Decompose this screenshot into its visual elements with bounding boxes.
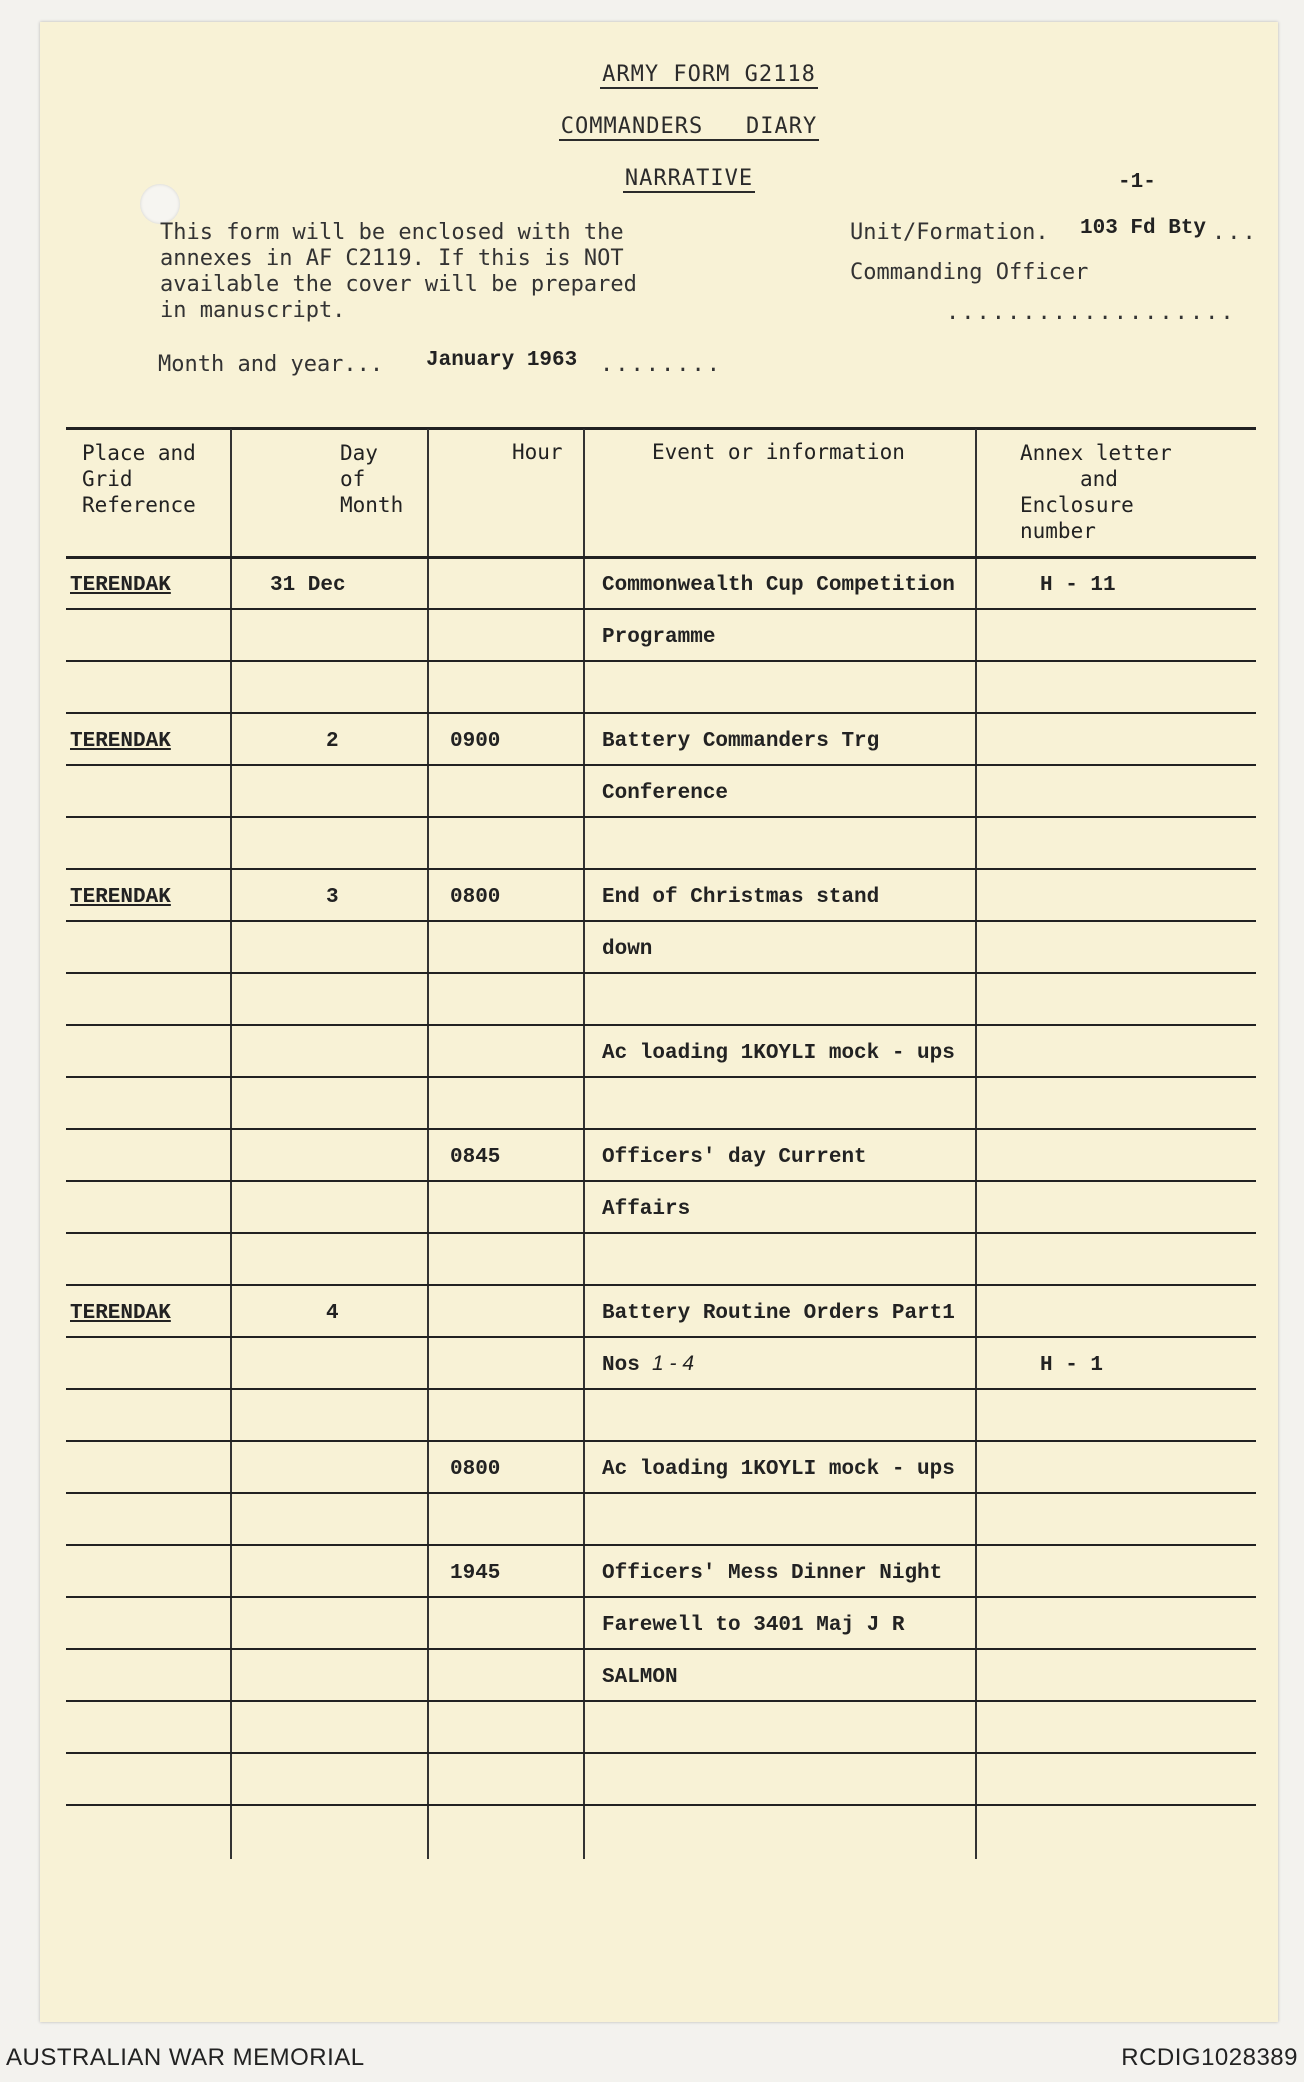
row-rule [66, 816, 1256, 818]
row-rule [66, 1128, 1256, 1130]
row-event: Ac loading 1KOYLI mock - ups [602, 1042, 955, 1065]
row-rule [66, 764, 1256, 766]
row-hour: 1945 [450, 1562, 501, 1585]
row-place: TERENDAK [70, 886, 171, 909]
unit-dots: ... [1212, 220, 1258, 245]
row-event: Nos [602, 1354, 640, 1377]
row-rule [66, 660, 1256, 662]
row-event: Programme [602, 626, 716, 649]
handwritten-note: 1 - 4 [652, 1352, 695, 1375]
row-rule [66, 1388, 1256, 1390]
row-day: 3 [326, 886, 339, 909]
commanding-officer-dots: ................... [946, 300, 1236, 325]
row-rule [66, 712, 1256, 714]
row-rule [66, 1700, 1256, 1702]
column-divider [230, 429, 232, 1859]
page-number: -1- [1118, 171, 1156, 194]
row-event: Commonwealth Cup Competition [602, 574, 955, 597]
form-subtitle: NARRATIVE [624, 166, 754, 191]
table-top-border [66, 427, 1256, 430]
row-hour: 0800 [450, 1458, 501, 1481]
row-rule [66, 1596, 1256, 1598]
header-event: Event or information [652, 440, 905, 464]
row-rule [66, 972, 1256, 974]
instruction-line: This form will be enclosed with the [160, 220, 624, 245]
unit-value: 103 Fd Bty [1080, 217, 1207, 240]
row-event: SALMON [602, 1666, 678, 1689]
instruction-line: annexes in AF C2119. If this is NOT [160, 246, 624, 271]
column-divider [583, 429, 585, 1859]
row-day: 2 [326, 730, 339, 753]
footer-left: AUSTRALIAN WAR MEMORIAL [6, 2044, 365, 2071]
row-rule [66, 1180, 1256, 1182]
footer-right: RCDIG1028389 [1121, 2044, 1298, 2071]
row-rule [66, 1336, 1256, 1338]
instruction-line: in manuscript. [160, 298, 346, 323]
row-hour: 0845 [450, 1146, 501, 1169]
column-divider [427, 429, 429, 1859]
header-day: Day of Month [340, 441, 404, 517]
header-bottom-border [66, 556, 1256, 559]
row-rule [66, 1492, 1256, 1494]
row-event: Farewell to 3401 Maj J R [602, 1614, 905, 1637]
row-rule [66, 1804, 1256, 1806]
row-day: 4 [326, 1302, 339, 1325]
month-year-dots: ........ [600, 352, 722, 377]
row-rule [66, 1544, 1256, 1546]
row-rule [66, 1440, 1256, 1442]
row-event: Officers' day Current [602, 1146, 867, 1169]
unit-label: Unit/Formation. [850, 220, 1049, 245]
row-event: Conference [602, 782, 729, 805]
row-annex: H - 1 [1040, 1354, 1104, 1377]
month-year-value: January 1963 [426, 349, 578, 372]
row-annex: H - 11 [1040, 574, 1116, 597]
header-hour: Hour [512, 440, 563, 464]
row-hour: 0900 [450, 730, 501, 753]
row-rule [66, 608, 1256, 610]
row-event: End of Christmas stand [602, 886, 880, 909]
row-event: down [602, 938, 653, 961]
row-rule [66, 920, 1256, 922]
diary-page [40, 22, 1278, 2022]
row-event: Battery Commanders Trg [602, 730, 880, 753]
row-place: TERENDAK [70, 1302, 171, 1325]
row-rule [66, 1024, 1256, 1026]
row-place: TERENDAK [70, 730, 171, 753]
instruction-line: available the cover will be prepared [160, 272, 637, 297]
header-annex: Annex letter and Enclosure number [1020, 441, 1172, 543]
row-event: Ac loading 1KOYLI mock - ups [602, 1458, 955, 1481]
row-hour: 0800 [450, 886, 501, 909]
row-place: TERENDAK [70, 574, 171, 597]
row-rule [66, 1752, 1256, 1754]
commanding-officer-label: Commanding Officer [850, 260, 1089, 285]
row-rule [66, 1648, 1256, 1650]
row-rule [66, 1284, 1256, 1286]
row-event: Officers' Mess Dinner Night [602, 1562, 943, 1585]
form-number: ARMY FORM G2118 [602, 62, 816, 87]
row-day: 31 Dec [270, 574, 346, 597]
row-event: Affairs [602, 1198, 691, 1221]
row-rule [66, 868, 1256, 870]
header-place: Place and Grid Reference [82, 441, 196, 517]
form-title: COMMANDERS DIARY [560, 114, 818, 139]
row-event: Battery Routine Orders Part1 [602, 1302, 955, 1325]
month-year-label: Month and year... [158, 352, 384, 377]
column-divider [975, 429, 977, 1859]
row-rule [66, 1232, 1256, 1234]
row-rule [66, 1076, 1256, 1078]
